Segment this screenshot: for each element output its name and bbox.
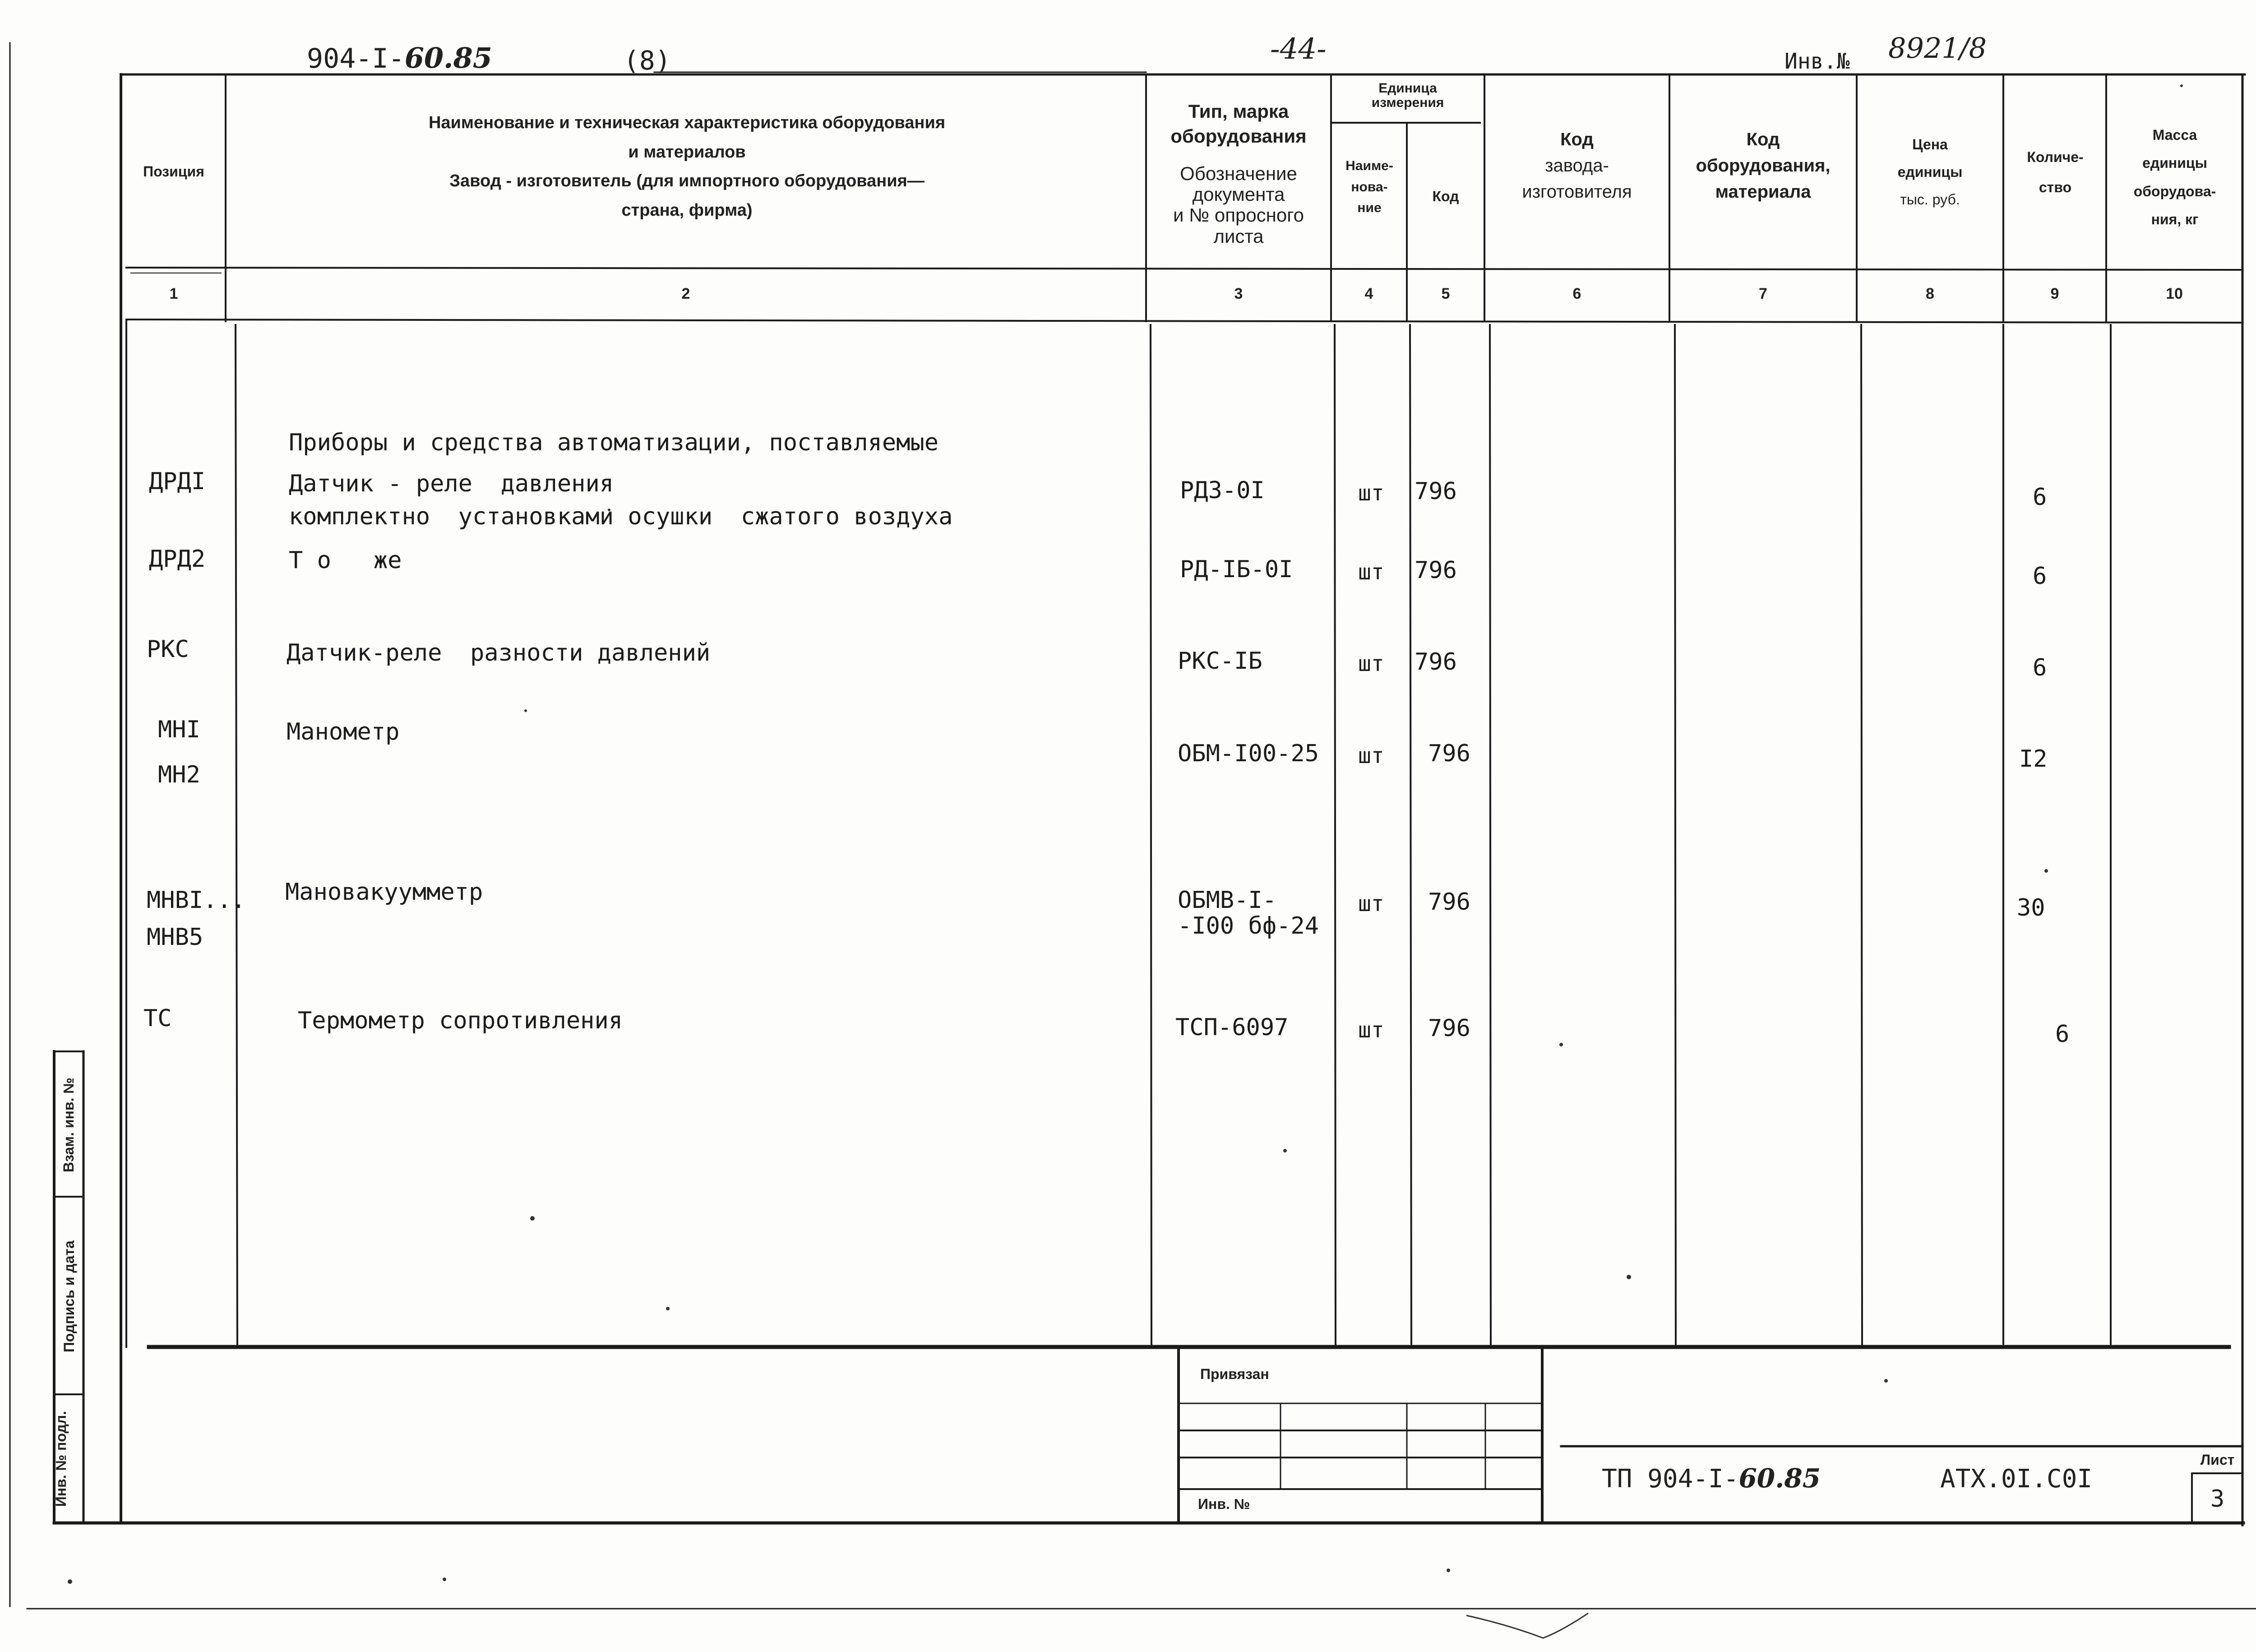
title-sheet-label: Лист (2200, 1452, 2235, 1468)
row-6-name: Термометр сопротивления (298, 1007, 623, 1034)
row-5-quantity: 30 (2017, 894, 2045, 921)
page-number: -44- (1270, 32, 1327, 66)
header-col-unit-name-line2: нова- (1351, 179, 1388, 194)
inv-label: Инв.№ (1784, 49, 1850, 74)
row-2-name: Т о же (289, 547, 402, 574)
left-strip-replace-inv: Взам. инв. № (60, 1078, 77, 1172)
project-code (307, 42, 492, 74)
row-4-position: МНI (158, 716, 200, 743)
header-col-unit-name-line1: Наиме- (1345, 158, 1393, 173)
left-strip-signature-date: Подпись и дата (61, 1240, 77, 1352)
row-1-position: ДРДI (149, 468, 206, 495)
title-inv-no: Инв. № (1198, 1496, 1250, 1512)
header-col-type-top2: оборудования (1170, 125, 1307, 147)
header-col-mass-line1: Масса (2152, 127, 2197, 143)
row-3-position: РКС (147, 636, 189, 663)
header-unit-group-line2: измерения (1371, 95, 1444, 110)
row-5-unit-code: 796 (1428, 888, 1470, 916)
row-2-type: РД-IБ-0I (1180, 556, 1293, 583)
inv-number: 8921/8 (1888, 32, 1987, 65)
header-col-unit-code: Код (1432, 188, 1459, 204)
title-doc-code: АТХ.0I.С0I (1940, 1464, 2093, 1494)
title-code-hand: 60.85 (1738, 1463, 1821, 1494)
row-3-unit-code: 796 (1415, 648, 1457, 676)
header-col-material-code-line1: Код (1746, 130, 1780, 149)
header-col-doc-line1: Обозначение (1180, 163, 1297, 184)
title-sheet-number: 3 (2210, 1485, 2225, 1513)
header-col-plant-code-line3: изготовителя (1522, 182, 1632, 202)
row-5-position: МНВI... (147, 887, 246, 914)
header-col-plant-code (1487, 126, 1667, 205)
row-2-unit-code: 796 (1415, 557, 1457, 584)
header-col-unit-name (1333, 156, 1405, 219)
project-code-hand: 60.85 (404, 42, 492, 74)
header-col-mass-line4: ния, кг (2151, 211, 2199, 228)
row-6-unit-code: 796 (1428, 1015, 1470, 1042)
header-col-name-line4: страна, фирма) (621, 200, 753, 220)
row-3-name: Датчик-реле разности давлений (287, 639, 711, 666)
header-col-material-code-line2: оборудования, (1696, 156, 1831, 176)
header-col-plant-code-line2: завода- (1545, 156, 1609, 176)
header-col-doc-line2: документа (1192, 184, 1285, 205)
header-col-quantity-line1: Количе- (2027, 149, 2084, 165)
header-col-mass-line3: оборудова- (2133, 183, 2216, 199)
header-col-mass (2108, 121, 2242, 234)
row-2-unit: шт (1358, 560, 1384, 585)
title-code-prefix: ТП 904-I- (1602, 1464, 1739, 1494)
row-1-type: РДЗ-0I (1180, 477, 1265, 504)
header-col-price (1859, 131, 2001, 213)
header-col-doc (1148, 163, 1329, 247)
row-4-type: ОБМ-I00-25 (1178, 740, 1319, 767)
col-number-8: 8 (1926, 285, 1934, 303)
col-number-6: 6 (1572, 285, 1581, 303)
row-6-quantity: 6 (2055, 1021, 2070, 1048)
col-number-9: 9 (2050, 285, 2059, 303)
row-5-type-line1: ОБМВ-I- (1178, 887, 1277, 914)
row-5-type-line2: -I00 бф-24 (1178, 912, 1319, 939)
row-4-position2: МН2 (158, 761, 200, 788)
format-mark: (8) (624, 45, 671, 76)
row-4-unit-code: 796 (1428, 740, 1470, 767)
header-col-type (1148, 99, 1329, 148)
header-col-price-line2: единицы (1897, 163, 1963, 180)
header-col-doc-line3: и № опросного (1173, 204, 1304, 226)
left-strip-inv-original: Инв. № подл. (53, 1411, 69, 1507)
row-6-unit: шт (1358, 1018, 1384, 1043)
header-col-name-line2: и материалов (628, 142, 746, 162)
header-col-material-code-line3: материала (1715, 182, 1811, 202)
row-1-name: Датчик - реле давления (289, 470, 614, 497)
row-3-unit: шт (1358, 651, 1384, 676)
col-number-4: 4 (1364, 285, 1373, 303)
header-col-material-code (1672, 126, 1854, 205)
row-2-quantity: 6 (2033, 563, 2047, 590)
col-number-7: 7 (1759, 285, 1767, 303)
header-col-plant-code-line1: Код (1560, 130, 1594, 149)
project-code-prefix: 904-I- (307, 43, 405, 74)
header-col-price-line1: Цена (1912, 136, 1948, 153)
title-code (1602, 1463, 1821, 1494)
section-title-line1: Приборы и средства автоматизации, поставляемые (289, 429, 939, 457)
col-number-3: 3 (1234, 285, 1243, 303)
header-col-position: Позиция (143, 163, 204, 180)
row-6-type: ТСП-6097 (1175, 1014, 1289, 1041)
row-5-name: Мановакуумметр (285, 879, 483, 906)
row-4-unit: шт (1358, 743, 1384, 768)
row-2-position: ДРД2 (149, 546, 206, 573)
header-col-quantity (2006, 142, 2105, 203)
header-col-name (230, 108, 1144, 225)
row-3-quantity: 6 (2033, 654, 2047, 681)
privyazan-label: Привязан (1200, 1366, 1269, 1382)
header-col-name-line1: Наименование и техническая характеристика оборудования (428, 113, 946, 132)
col-number-2: 2 (681, 285, 690, 303)
row-1-quantity: 6 (2033, 484, 2047, 511)
header-unit-group (1333, 81, 1482, 110)
row-4-name: Манометр (287, 718, 400, 745)
header-col-name-line3: Завод - изготовитель (для импортного оборудования— (449, 171, 925, 191)
section-title-line2: комплектно установками осушки сжатого воздуха (289, 503, 953, 530)
header-unit-group-line1: Единица (1378, 81, 1437, 96)
row-4-quantity: I2 (2019, 745, 2048, 773)
row-6-position: ТС (143, 1005, 172, 1032)
header-col-mass-line2: единицы (2142, 155, 2207, 171)
header-col-type-top1: Тип, марка (1188, 101, 1289, 122)
header-col-unit-name-line3: ние (1357, 200, 1382, 215)
col-number-1: 1 (169, 285, 178, 303)
row-5-unit: шт (1358, 891, 1384, 916)
row-1-unit-code: 796 (1415, 478, 1457, 505)
row-1-unit: шт (1358, 481, 1384, 506)
header-col-doc-line4: листа (1213, 225, 1264, 247)
row-5-position2: МНВ5 (147, 924, 203, 951)
col-number-5: 5 (1441, 285, 1450, 303)
col-number-10: 10 (2166, 285, 2183, 303)
header-col-price-line3: тыс. руб. (1900, 191, 1960, 208)
header-col-quantity-line2: ство (2039, 179, 2072, 196)
row-3-type: РКС-IБ (1178, 648, 1262, 675)
